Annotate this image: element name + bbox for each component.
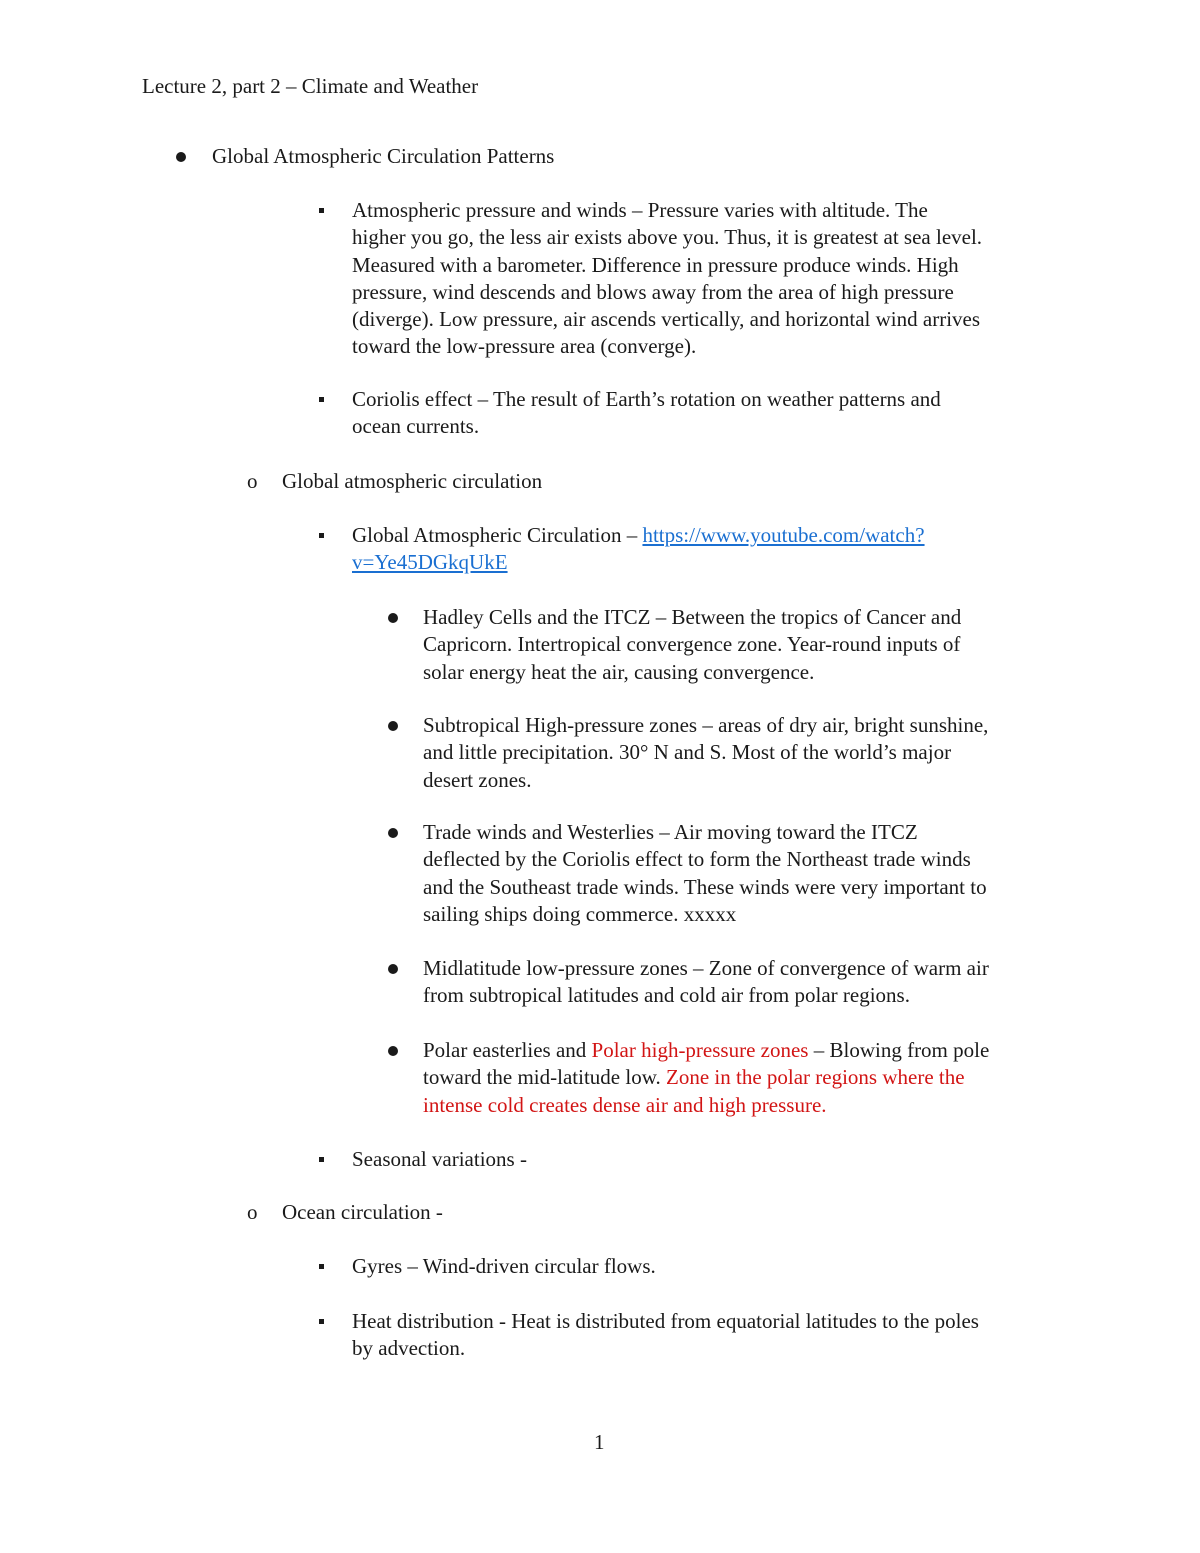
- list-item-global-patterns: [212, 143, 554, 170]
- bullet-dot-icon: [388, 721, 398, 731]
- bullet-circle-icon: o: [247, 1200, 258, 1224]
- item-line: Midlatitude low-pressure zones – Zone of convergence of warm air: [423, 956, 989, 980]
- bullet-dot-icon: [388, 613, 398, 623]
- item-line: sailing ships doing commerce. xxxxx: [423, 901, 737, 926]
- item-line: (diverge). Low pressure, air ascends vertically, and horizontal wind arrives: [352, 307, 981, 332]
- item-line: [423, 1092, 989, 1119]
- item-line: [352, 522, 925, 549]
- document-title: Lecture 2, part 2 – Climate and Weather: [142, 74, 479, 98]
- bullet-circle-icon: o: [247, 469, 258, 493]
- item-line: Capricorn. Intertropical convergence zone. Year-round inputs of: [423, 632, 961, 657]
- item-line: Trade winds and Westerlies – Air moving toward the ITCZ: [423, 820, 918, 844]
- list-item-polar: [423, 1037, 989, 1119]
- bullet-dot-icon: [388, 1046, 398, 1056]
- item-text: Seasonal variations -: [352, 1147, 527, 1171]
- youtube-link-continuation[interactable]: v=Ye45DGkqUkE: [352, 550, 508, 575]
- list-item-global-circulation: [247, 468, 543, 495]
- item-line: [352, 549, 925, 576]
- bullet-square-icon: [319, 1157, 324, 1162]
- list-item-coriolis: [352, 386, 941, 441]
- video-label: Global Atmospheric Circulation –: [352, 523, 643, 547]
- list-item-midlatitude: [423, 955, 989, 1010]
- item-line: by advection.: [352, 1336, 466, 1361]
- list-item-seasonal: [352, 1146, 527, 1173]
- list-item-subtropical: [423, 712, 988, 794]
- item-line: toward the low-pressure area (converge).: [352, 334, 697, 359]
- bullet-square-icon: [319, 208, 324, 213]
- list-item-heat: [352, 1308, 979, 1363]
- bullet-dot-icon: [388, 964, 398, 974]
- item-line: Hadley Cells and the ITCZ – Between the tropics of Cancer and: [423, 605, 962, 629]
- item-line: [423, 1037, 989, 1064]
- item-line: ocean currents.: [352, 414, 480, 439]
- list-item-video: [352, 522, 925, 577]
- polar-highlight: Zone in the polar regions where the: [666, 1065, 965, 1090]
- item-line: deflected by the Coriolis effect to form the Northeast trade winds: [423, 847, 971, 872]
- polar-text: Polar easterlies and: [423, 1038, 592, 1062]
- bullet-square-icon: [319, 533, 324, 538]
- youtube-link[interactable]: https://www.youtube.com/watch?: [642, 523, 925, 547]
- item-text: Gyres – Wind-driven circular flows.: [352, 1254, 656, 1278]
- item-line: solar energy heat the air, causing convergence.: [423, 659, 815, 684]
- item-line: desert zones.: [423, 767, 532, 792]
- item-line: higher you go, the less air exists above you. Thus, it is greatest at sea level.: [352, 225, 983, 250]
- list-item-hadley: [423, 604, 961, 686]
- item-line: Coriolis effect – The result of Earth’s rotation on weather patterns and: [352, 387, 941, 411]
- list-item-trade-winds: [423, 819, 987, 928]
- bullet-dot-icon: [176, 152, 186, 162]
- bullet-dot-icon: [388, 828, 398, 838]
- item-line: Atmospheric pressure and winds – Pressure varies with altitude. The: [352, 198, 928, 222]
- bullet-square-icon: [319, 1319, 324, 1324]
- bullet-square-icon: [319, 397, 324, 402]
- polar-highlight: intense cold creates dense air and high pressure.: [423, 1092, 827, 1117]
- item-line: Heat distribution - Heat is distributed from equatorial latitudes to the poles: [352, 1309, 979, 1333]
- item-line: from subtropical latitudes and cold air from polar regions.: [423, 983, 910, 1008]
- item-line: [423, 1064, 989, 1091]
- list-item-pressure-winds: [352, 197, 982, 361]
- item-line: pressure, wind descends and blows away from the area of high pressure: [352, 279, 954, 304]
- polar-highlight: Polar high-pressure zones: [591, 1038, 809, 1062]
- item-line: and little precipitation. 30° N and S. Most of the world’s major: [423, 740, 952, 765]
- item-line: Measured with a barometer. Difference in pressure produce winds. High: [352, 252, 959, 277]
- polar-text: toward the mid-latitude low.: [423, 1065, 666, 1090]
- list-item-gyres: [352, 1253, 656, 1280]
- bullet-square-icon: [319, 1264, 324, 1269]
- polar-text: – Blowing from pole: [808, 1038, 990, 1062]
- page-number: 1: [594, 1430, 605, 1454]
- item-line: and the Southeast trade winds. These winds were very important to: [423, 874, 987, 899]
- item-text: Ocean circulation -: [282, 1200, 443, 1224]
- item-text: Global atmospheric circulation: [282, 469, 543, 493]
- item-text: Global Atmospheric Circulation Patterns: [212, 144, 555, 168]
- item-line: Subtropical High-pressure zones – areas of dry air, bright sunshine,: [423, 713, 989, 737]
- list-item-ocean: [247, 1199, 443, 1226]
